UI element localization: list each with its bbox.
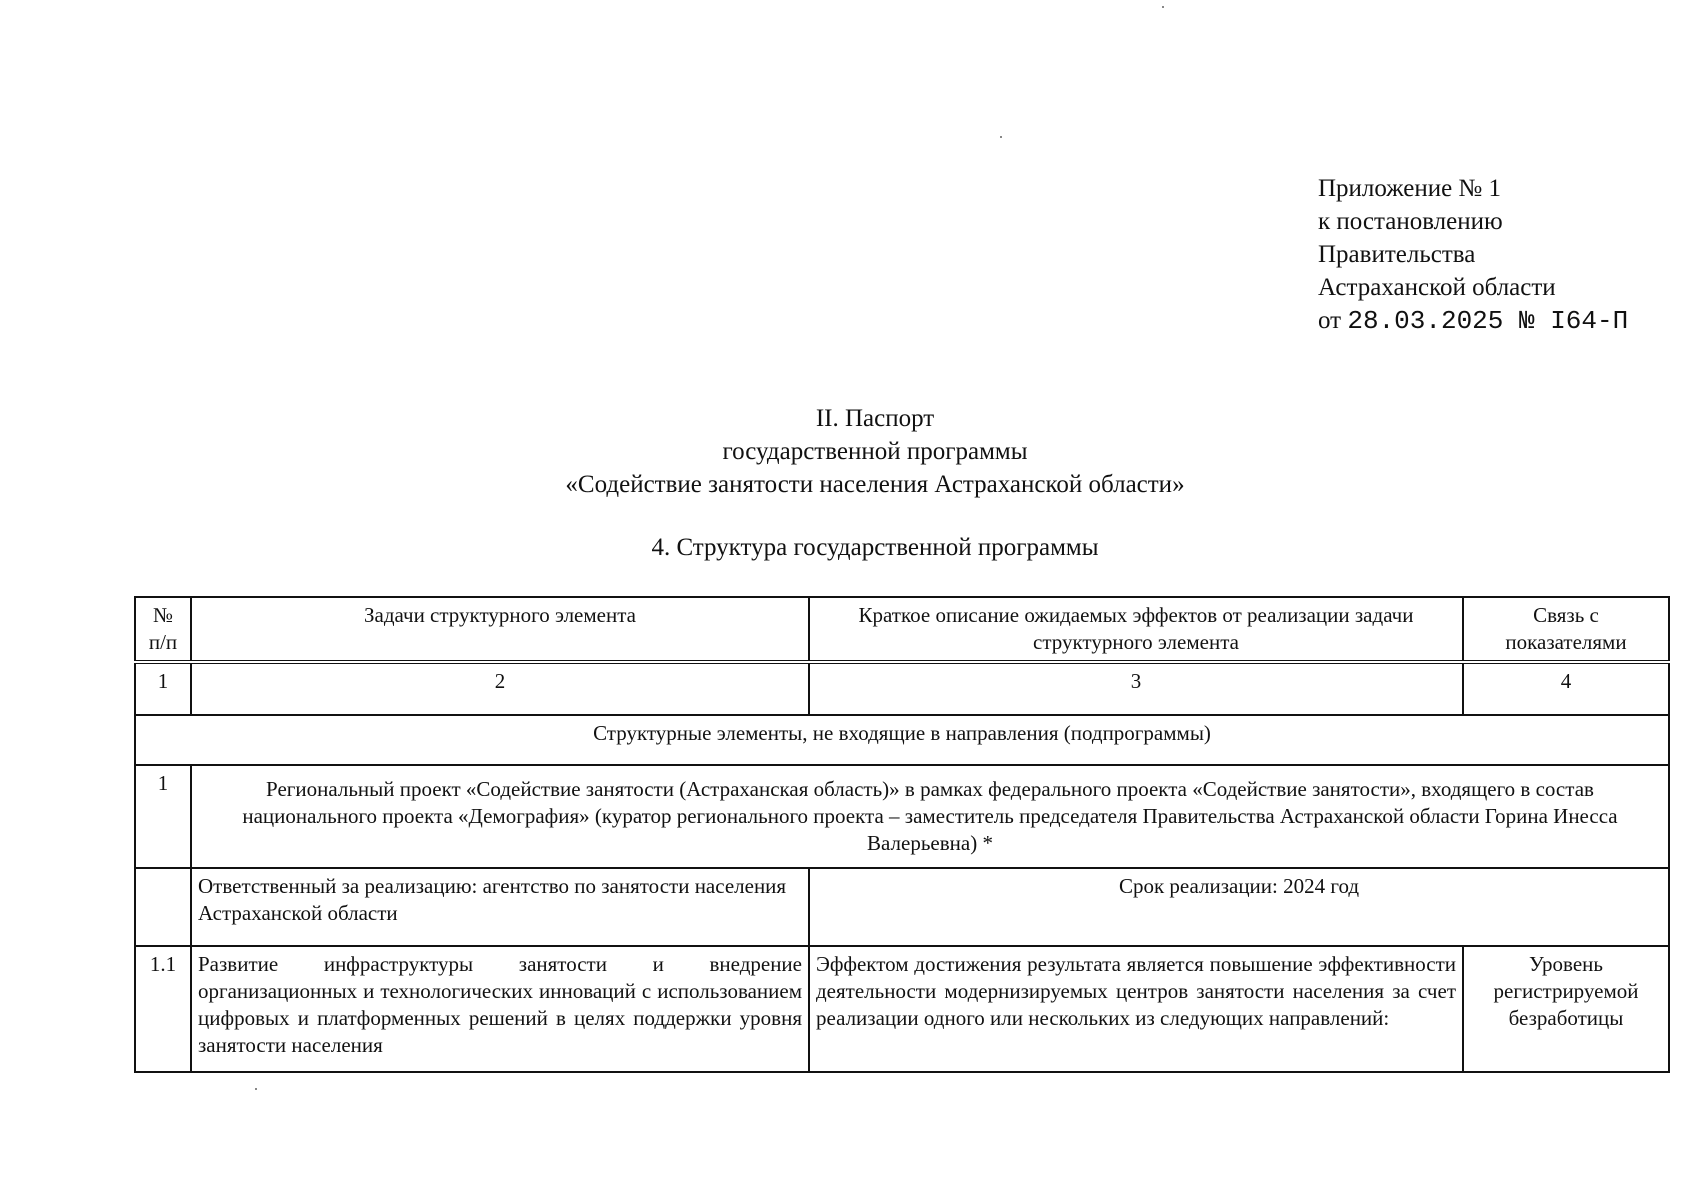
header-tasks: Задачи структурного элемента [191,597,809,662]
responsible-agency: Ответственный за реализацию: агентство по занятости населения Астраханской области [191,868,809,946]
responsible-num-cell [135,868,191,946]
section-title: 4. Структура государственной программы [651,534,1099,561]
scan-dot [255,1088,257,1090]
scan-dot [1162,6,1164,8]
implementation-period: Срок реализации: 2024 год [809,868,1669,946]
group-row [135,715,1669,765]
column-number-row [135,662,1669,715]
header-effects: Краткое описание ожидаемых эффектов от реализации задачи структурного элемента [809,597,1463,662]
project-description: Региональный проект «Содействие занятости (Астраханская область)» в рамках федерального проекта «Содействие занятости», входящего в состав национального проекта «Демография» (куратор регионального проекта – заместитель председателя Правительства Астраханской области Горина Инесса Валерьевна) * [191,765,1669,868]
appendix-date-line [1318,304,1628,338]
appendix-line-2: к постановлению [1318,208,1503,235]
project-row [135,765,1669,868]
task-num: 1.1 [135,946,191,1072]
title-line-2: государственной программы [722,438,1028,465]
scan-dot [1000,136,1002,138]
structure-table [134,596,1670,1073]
col-number-3: 3 [809,662,1463,715]
task-indicator-link: Уровень регистрируемой безработицы [1463,946,1669,1072]
project-num: 1 [135,765,191,868]
task-row [135,946,1669,1072]
task-description: Развитие инфраструктуры занятости и внедрение организационных и технологических инноваций с использованием цифровых и платформенных решений в целях поддержки уровня занятости населения [191,946,809,1072]
appendix-line-3: Правительства [1318,241,1476,268]
appendix-line-4: Астраханской области [1318,274,1556,301]
header-link: Связь с показателями [1463,597,1669,662]
appendix-date-number: 28.03.2025 № I64-П [1347,306,1629,336]
responsible-row [135,868,1669,946]
document-title [0,402,1703,501]
col-number-1: 1 [135,662,191,715]
appendix-date-prefix: от [1318,307,1342,334]
task-effect: Эффектом достижения результата является повышение эффективности деятельности модернизируемых центров занятости населения за счет реализации одного или нескольких из следующих направлений: [809,946,1463,1072]
appendix-line-1: Приложение № 1 [1318,175,1502,202]
group-row-label: Структурные элементы, не входящие в направления (подпрограммы) [135,715,1669,765]
appendix-block [1318,172,1628,338]
col-number-2: 2 [191,662,809,715]
title-line-1: II. Паспорт [815,405,935,432]
col-number-4: 4 [1463,662,1669,715]
table-header-row [135,597,1669,662]
title-line-3: «Содействие занятости населения Астраханской области» [565,471,1185,498]
header-num: № п/п [135,597,191,662]
